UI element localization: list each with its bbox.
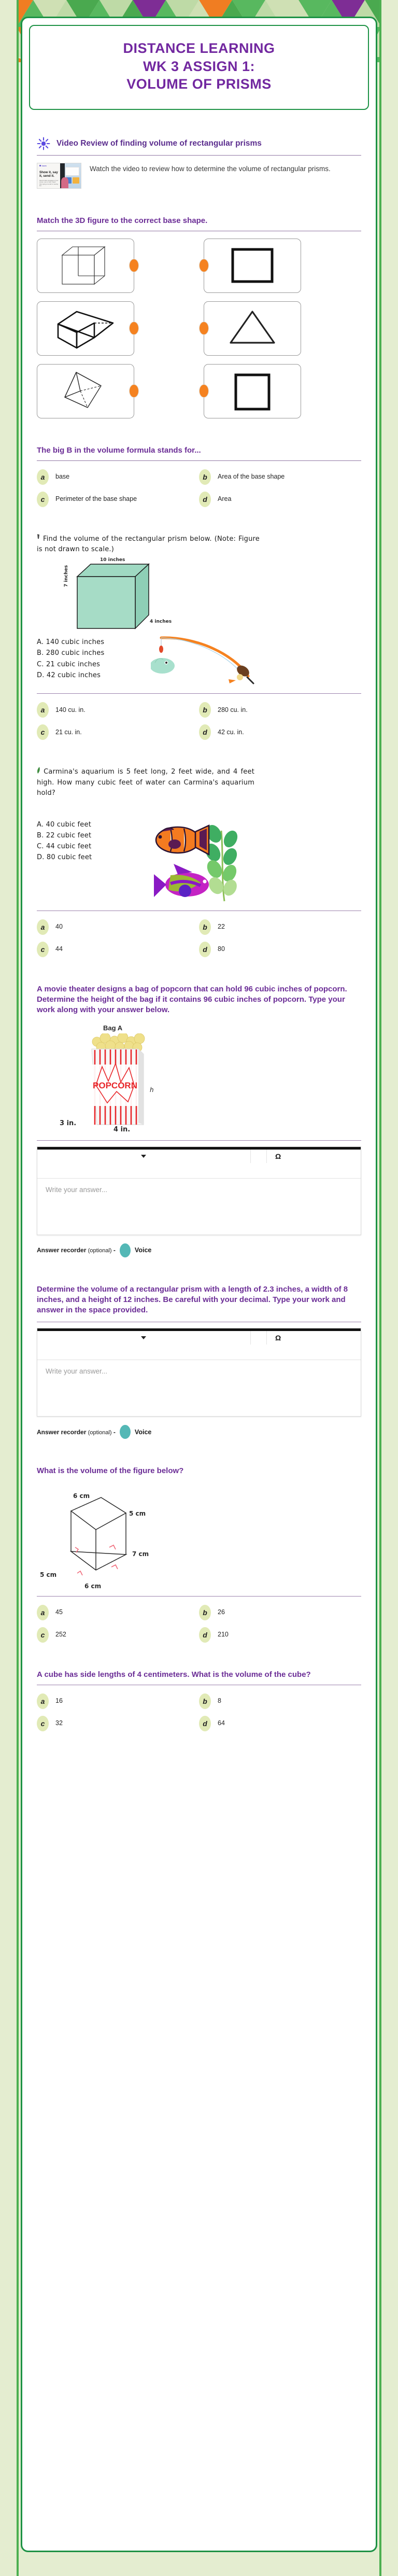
title-line-1: DISTANCE LEARNING — [123, 40, 275, 56]
option-b[interactable] — [199, 919, 361, 935]
option-key: b — [199, 1693, 211, 1709]
option-list — [37, 694, 361, 740]
height-label: 7 cm — [132, 1550, 149, 1558]
aquarium-illustration — [146, 807, 267, 905]
option-d[interactable] — [199, 492, 361, 507]
question-aquarium — [22, 767, 376, 957]
option-key: c — [37, 1627, 49, 1643]
prism-depth-label: 4 inches — [150, 619, 172, 625]
option-key: b — [199, 1605, 211, 1620]
cube-3d-icon — [57, 243, 114, 288]
option-d[interactable] — [199, 942, 361, 957]
left-rail — [0, 0, 19, 2576]
option-label: Area — [218, 495, 232, 503]
thumb-subtext: Record video messages of your screen, cam or both. Faster than typing an email or meeting live. — [39, 179, 59, 187]
video-description: Watch the video to review how to determine the volume of rectangular prisms. — [90, 164, 331, 173]
rectangular-prism-3d-icon — [52, 305, 119, 351]
leaf-icon — [37, 767, 40, 774]
option-key: a — [37, 1693, 49, 1709]
option-label: 40 — [55, 923, 63, 931]
option-a[interactable] — [37, 919, 199, 935]
option-a[interactable] — [37, 702, 199, 718]
question-cube — [22, 1670, 376, 1747]
option-label: 80 — [218, 945, 225, 953]
recorder-dash: - — [113, 1428, 116, 1436]
match-connector-dot[interactable] — [129, 259, 139, 272]
recorder-optional: (optional) — [88, 1429, 112, 1436]
question-title: The big B in the volume formula stands for... — [37, 445, 201, 455]
popcorn-figure — [37, 1024, 361, 1132]
option-key: a — [37, 469, 49, 485]
worksheet-card — [21, 17, 377, 2552]
option-key: c — [37, 492, 49, 507]
title-line-2: WK 3 ASSIGN 1: — [143, 58, 255, 74]
option-key: d — [199, 1627, 211, 1643]
option-label: 45 — [55, 1608, 63, 1616]
recorder-label: Answer recorder (optional) - — [37, 1247, 116, 1254]
rectangle-outline-icon — [226, 369, 278, 413]
voice-label: Voice — [134, 1428, 152, 1436]
editor-toolbar — [37, 1150, 361, 1179]
top-label: 6 cm — [73, 1492, 90, 1500]
match-item-cube[interactable] — [37, 239, 199, 293]
question-figure-volume — [22, 1466, 376, 1642]
option-list — [37, 1685, 361, 1731]
option-list — [37, 911, 361, 957]
option-key: d — [199, 1716, 211, 1731]
answer-recorder-row — [37, 1243, 361, 1257]
match-item-tri-prism[interactable] — [37, 364, 199, 418]
option-key: a — [37, 919, 49, 935]
square-outline-icon — [225, 244, 279, 287]
option-label: Perimeter of the base shape — [55, 495, 137, 503]
option-label: 22 — [218, 923, 225, 931]
option-key: a — [37, 1605, 49, 1620]
match-item-square[interactable] — [199, 239, 361, 293]
option-c[interactable] — [37, 724, 199, 740]
thumb-headline: Show it, say it, send it. — [39, 170, 58, 178]
option-key: c — [37, 1716, 49, 1731]
printed-choice-b: B. 280 cubic inches — [37, 649, 105, 657]
triangle-outline-icon — [224, 307, 280, 349]
option-label: 8 — [218, 1697, 221, 1705]
printed-choice-a: A. 140 cubic inches — [37, 638, 105, 647]
option-b[interactable] — [199, 1693, 361, 1709]
svg-text:POPCORN: POPCORN — [93, 1080, 137, 1090]
answer-editor[interactable] — [37, 1146, 361, 1235]
question-title: A cube has side lengths of 4 centimeters. What is the volume of the cube? — [37, 1670, 311, 1679]
printed-choice-d: D. 42 cubic inches — [37, 671, 101, 679]
option-a[interactable] — [37, 469, 199, 485]
match-connector-dot[interactable] — [129, 321, 139, 335]
option-key: c — [37, 942, 49, 957]
toolbar-separator — [251, 1150, 267, 1163]
editor-toolbar — [37, 1331, 361, 1360]
option-label: 16 — [55, 1697, 63, 1705]
printed-choice-a: A. 40 cubic feet — [37, 820, 92, 829]
answer-editor[interactable] — [37, 1328, 361, 1417]
omega-icon: Ω — [275, 1334, 281, 1342]
question-prompt: Carmina's aquarium is 5 feet long, 2 feet wide, and 4 feet high. How many cubic feet of water can Carmina's aquarium hold? — [37, 768, 254, 797]
match-grid — [37, 231, 361, 418]
option-a[interactable] — [37, 1693, 199, 1709]
option-list — [37, 1597, 361, 1643]
option-key: b — [199, 469, 211, 485]
option-label: 32 — [55, 1719, 63, 1727]
option-b[interactable] — [199, 1605, 361, 1620]
question-divider — [37, 460, 361, 461]
option-label: base — [55, 473, 70, 481]
video-section-title: Video Review of finding volume of rectangular prisms — [56, 138, 262, 148]
video-thumbnail[interactable] — [37, 163, 81, 189]
prompt-regular: A movie theater designs a bag of popcorn that can hold 96 cubic inches of popcorn. Determine the height of the bag if it contains 96 cubic inches of popcorn. — [37, 984, 347, 1004]
microphone-button[interactable] — [120, 1425, 131, 1439]
video-review-section — [22, 137, 376, 189]
option-label: 64 — [218, 1719, 225, 1727]
style-dropdown[interactable] — [37, 1150, 251, 1163]
printed-choice-c: C. 21 cubic inches — [37, 660, 101, 668]
question-rect-prism — [22, 534, 376, 740]
video-divider — [37, 155, 361, 156]
option-d[interactable] — [199, 724, 361, 740]
thumb-preview — [60, 163, 81, 188]
figure-box — [37, 301, 134, 356]
option-list — [37, 461, 361, 507]
question-divider — [37, 1140, 361, 1141]
recorder-label: Answer recorder (optional) - — [37, 1428, 116, 1436]
microphone-button[interactable] — [120, 1243, 131, 1257]
depth-label: 3 in. — [60, 1119, 77, 1127]
match-connector-dot[interactable] — [129, 384, 139, 398]
toolbar-separator — [251, 1331, 267, 1345]
special-character-button[interactable] — [267, 1331, 361, 1345]
option-key: c — [37, 724, 49, 740]
option-label: 210 — [218, 1630, 229, 1638]
question-prompt: Determine the volume of a rectangular prism with a length of 2.3 inches, a width of 8 inches, and a height of 12 inches. Be careful with your decimal. Type your work and answer in the space provided. — [37, 1284, 348, 1315]
printed-choice-c: C. 44 cubic feet — [37, 842, 92, 850]
question-divider — [37, 693, 361, 694]
option-key: d — [199, 492, 211, 507]
option-b[interactable] — [199, 702, 361, 718]
width-label: 4 in. — [113, 1125, 131, 1133]
question-decimal-prism — [22, 1284, 376, 1439]
figure-box — [37, 364, 134, 418]
option-d[interactable] — [199, 1627, 361, 1643]
answer-textarea[interactable]: Write your answer... — [46, 1367, 108, 1376]
omega-icon: Ω — [275, 1152, 281, 1160]
left-label: 5 cm — [40, 1571, 57, 1578]
option-c[interactable] — [37, 1627, 199, 1643]
match-section — [22, 216, 376, 418]
question-prompt — [37, 984, 361, 1016]
match-item-rect-prism[interactable] — [37, 301, 199, 356]
option-b[interactable] — [199, 469, 361, 485]
page-title — [29, 25, 369, 110]
height-label: h — [150, 1086, 154, 1094]
option-c[interactable] — [37, 492, 199, 507]
question-prompt: Find the volume of the rectangular prism below. (Note: Figure is not drawn to scale.) — [37, 535, 260, 554]
prism-side-label: 7 inches — [64, 565, 69, 587]
option-label: 26 — [218, 1608, 225, 1616]
fishing-rod-illustration — [151, 634, 270, 688]
match-section-title: Match the 3D figure to the correct base shape. — [37, 216, 208, 225]
oblique-prism-figure — [37, 1489, 361, 1593]
option-d[interactable] — [199, 1716, 361, 1731]
triangular-prism-3d-icon — [53, 367, 118, 415]
option-label: 44 — [55, 945, 63, 953]
slant-label: 5 cm — [129, 1509, 146, 1517]
prism-figure — [37, 557, 361, 634]
sparkle-icon — [37, 137, 50, 150]
loom-brand: loom — [39, 165, 59, 167]
voice-label: Voice — [134, 1247, 152, 1254]
figure-box — [204, 239, 301, 293]
question-popcorn — [22, 984, 376, 1257]
recorder-optional: (optional) — [88, 1248, 112, 1254]
option-key: a — [37, 702, 49, 718]
right-rail — [379, 0, 398, 2576]
figure-box — [204, 301, 301, 356]
special-character-button[interactable] — [267, 1150, 361, 1163]
question-title: What is the volume of the figure below? — [37, 1466, 184, 1476]
bottom-label: 6 cm — [84, 1582, 102, 1590]
printed-choice-d: D. 80 cubic feet — [37, 853, 92, 861]
option-key: d — [199, 942, 211, 957]
chevron-down-icon — [141, 1155, 146, 1158]
match-item-rectangle[interactable] — [199, 364, 361, 418]
option-label: 280 cu. in. — [218, 706, 248, 713]
option-key: d — [199, 724, 211, 740]
option-label: 42 cu. in. — [218, 728, 244, 736]
bag-caption: Bag A — [103, 1024, 123, 1032]
answer-textarea[interactable]: Write your answer... — [46, 1185, 108, 1194]
option-label: 21 cu. in. — [55, 728, 82, 736]
option-label: Area of the base shape — [218, 473, 285, 481]
recorder-dash: - — [113, 1247, 116, 1254]
prompt-bold: Type your work along with your answer below. — [37, 995, 345, 1015]
option-key: b — [199, 919, 211, 935]
question-divider — [37, 1596, 361, 1597]
option-label: 140 cu. in. — [55, 706, 86, 713]
style-dropdown[interactable] — [37, 1331, 251, 1345]
figure-box — [37, 239, 134, 293]
pencil-icon — [37, 534, 40, 541]
option-c[interactable] — [37, 1716, 199, 1731]
title-line-3: VOLUME OF PRISMS — [126, 76, 272, 92]
option-key: b — [199, 702, 211, 718]
printed-choice-list — [37, 637, 146, 680]
match-item-triangle[interactable] — [199, 301, 361, 356]
printed-choice-list — [37, 810, 140, 863]
printed-choice-b: B. 22 cubic feet — [37, 831, 92, 839]
chevron-down-icon — [141, 1336, 146, 1339]
figure-box — [204, 364, 301, 418]
option-label: 252 — [55, 1630, 66, 1638]
option-c[interactable] — [37, 942, 199, 957]
prism-top-label: 10 inches — [100, 557, 125, 563]
answer-recorder-row — [37, 1425, 361, 1439]
question-big-b — [22, 445, 376, 507]
option-a[interactable] — [37, 1605, 199, 1620]
